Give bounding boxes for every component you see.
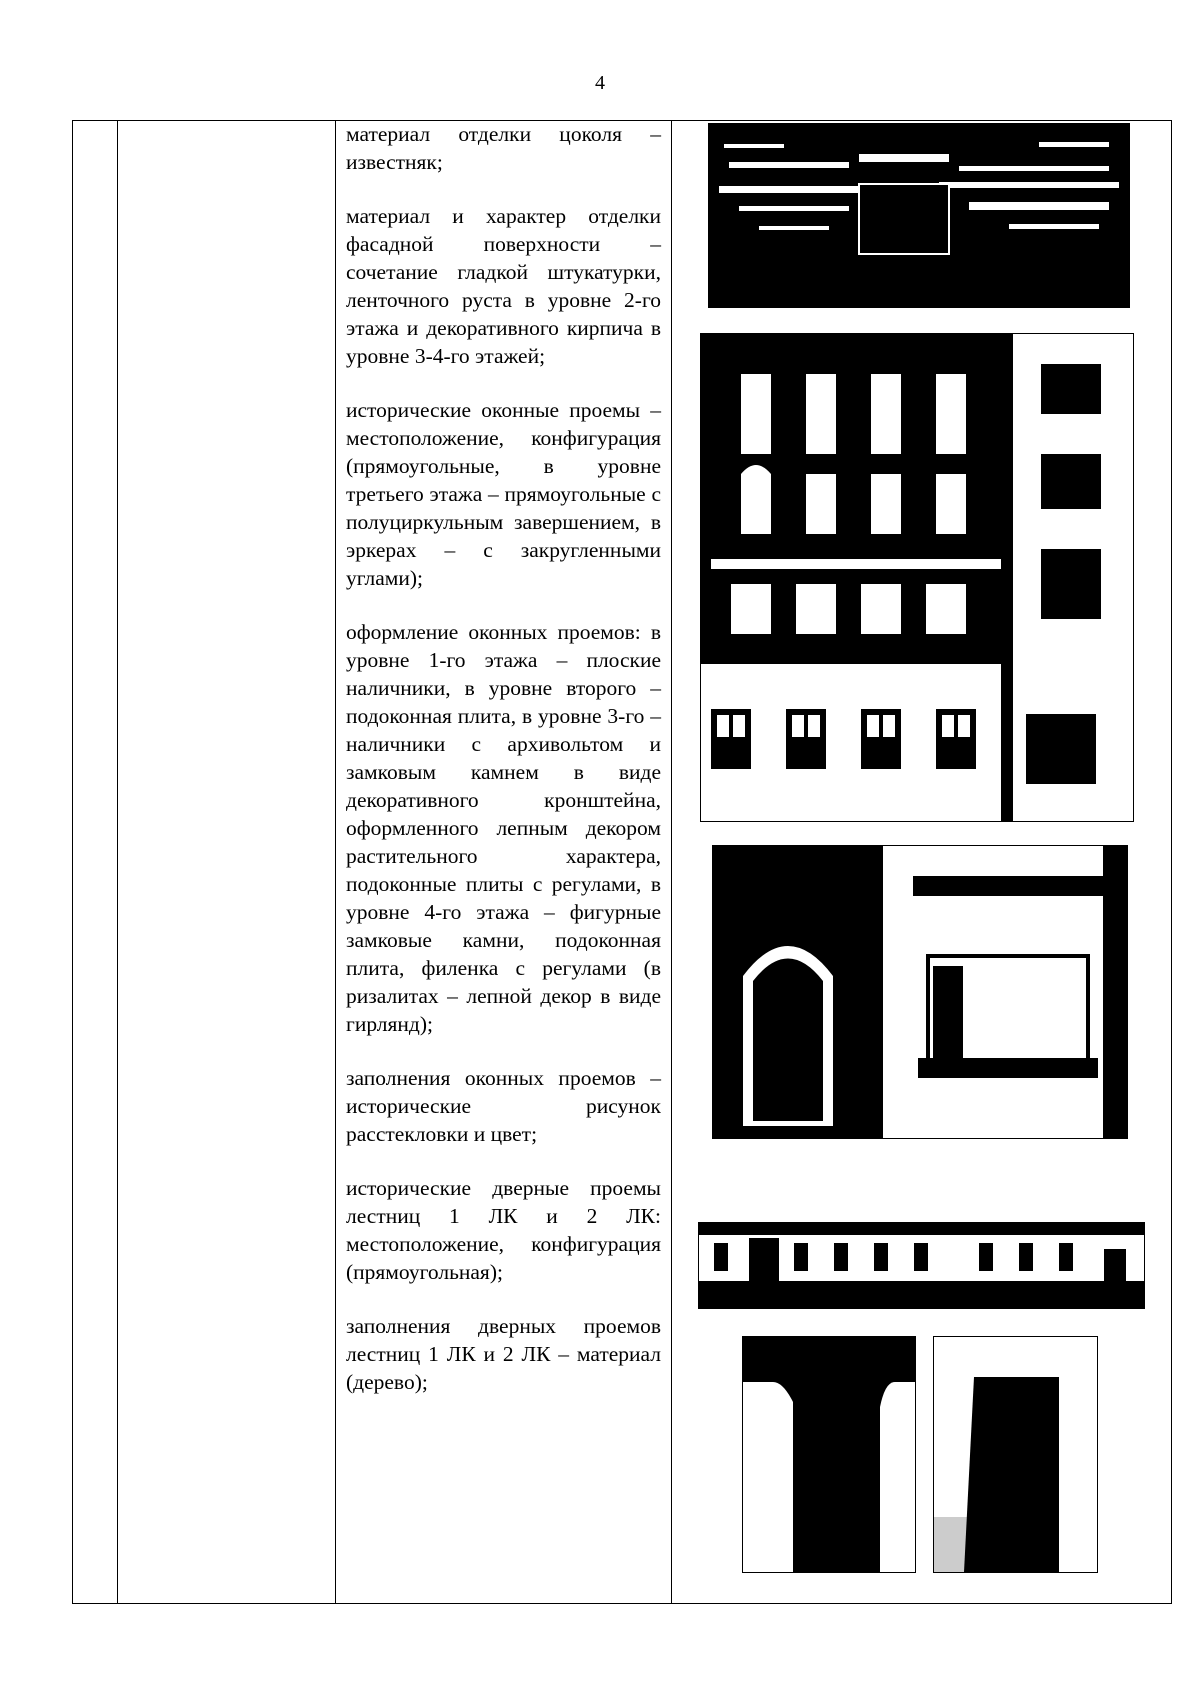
photo-door-1: [742, 1336, 916, 1573]
photo-door-2: [933, 1336, 1098, 1573]
paragraph-window-fills: заполнения оконных проемов – исторические рисунок расстекловки и цвет;: [346, 1066, 661, 1146]
paragraph-plinth: материал отделки цоколя – известняк;: [346, 122, 661, 174]
description-column: [346, 120, 661, 1422]
photo-plinth: [708, 123, 1130, 308]
paragraph-door-fills: заполнения дверных проемов лестниц 1 ЛК и 2 ЛК – материал (дерево);: [346, 1314, 661, 1394]
column-divider: [117, 121, 118, 1603]
paragraph-window-openings: исторические оконные проемы – местоположение, конфигурация (прямоугольные, в уровне третьего этажа – прямоугольные с полуциркульным завершением, в эркерах – с закругленными углами);: [346, 398, 661, 590]
column-divider: [335, 121, 336, 1603]
paragraph-facade-finish: материал и характер отделки фасадной поверхности – сочетание гладкой штукатурки, ленточного руста в уровне 2-го этажа и декоративного кирпича в уровне 3-4-го этажей;: [346, 204, 661, 368]
page-number: 4: [595, 72, 605, 94]
paragraph-window-decoration: оформление оконных проемов: в уровне 1-го этажа – плоские наличники, в уровне второго – подоконная плита, в уровне 3-го – наличники с архивольтом и замковым камнем в виде декоративного кронштейна, оформленного лепным декором растительного характера, подоконные плиты с регулами, в уровне 4-го этажа – фигурные замковые камни, подоконная плита, филенка с регулами (в ризалитах – лепной декор в виде гирлянд);: [346, 620, 661, 1036]
photo-window-panorama: [698, 1222, 1145, 1309]
photo-window-detail: [712, 845, 1128, 1139]
photo-facade: [700, 333, 1134, 822]
paragraph-door-openings: исторические дверные проемы лестниц 1 ЛК и 2 ЛК: местоположение, конфигурация (прямоугольная);: [346, 1176, 661, 1284]
column-divider: [671, 121, 672, 1603]
